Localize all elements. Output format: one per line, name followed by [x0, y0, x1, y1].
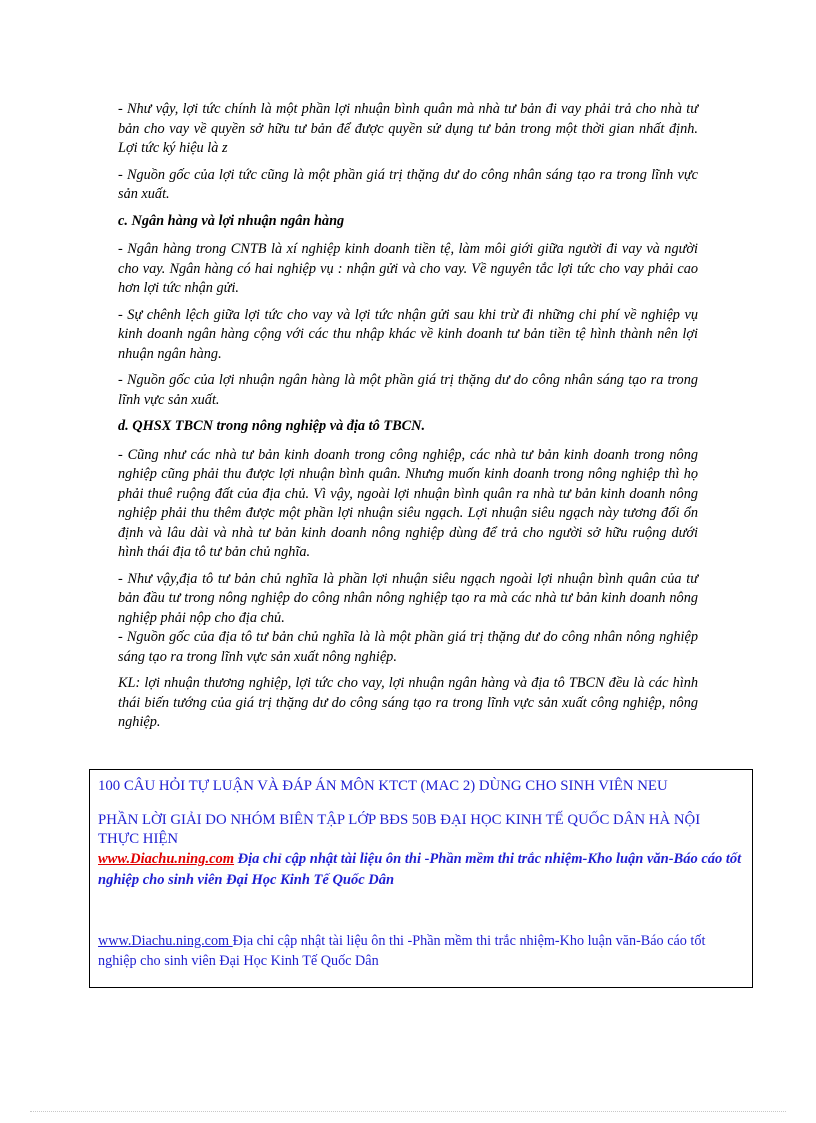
promo-footer-description: Địa chỉ cập nhật tài liệu ôn thi -Phần mềm thi trắc nhiệm-Kho luận văn-Báo cáo tốt nghiệp cho sinh viên Đại Học Kinh Tế Quốc Dân [98, 933, 706, 969]
section-heading-c: c. Ngân hàng và lợi nhuận ngân hàng [118, 212, 345, 229]
promo-footer [98, 931, 744, 971]
paragraph: - Sự chênh lệch giữa lợi tức cho vay và lợi tức nhận gửi sau khi trừ đi những chi phí về nghiệp vụ kinh doanh ngân hàng cộng với các thu nhập khác về kinh doanh tư bản tiền tệ hình thành nên lợi nhuận ngân hàng. [118, 306, 698, 362]
paragraph: - Ngân hàng trong CNTB là xí nghiệp kinh doanh tiền tệ, làm môi giới giữa người đi vay và người cho vay. Ngân hàng có hai nghiệp vụ : nhận gửi và cho vay. Về nguyên tắc lợi tức cho vay phải cao hơn lợi tức nhận gửi. [118, 241, 698, 296]
promo-description: Địa chỉ cập nhật tài liệu ôn thi -Phần mềm thi trắc nhiệm-Kho luận văn-Báo cáo tốt nghiệp cho sinh viên Đại Học Kinh Tế Quốc Dân [98, 851, 742, 888]
paragraph: KL: lợi nhuận thương nghiệp, lợi tức cho vay, lợi nhuận ngân hàng và địa tô TBCN đều là các hình thái biến tướng của giá trị thặng dư do công sáng tạo ra trong lĩnh vực sản xuất công nghiệp, nông nghiệp. [118, 675, 698, 730]
promo-box [89, 769, 753, 988]
diachu-link[interactable]: www.Diachu.ning.com [98, 851, 235, 867]
section-heading-d: d. QHSX TBCN trong nông nghiệp và địa tô TBCN. [118, 418, 426, 434]
paragraph: - Như vậy, lợi tức chính là một phần lợi nhuận bình quân mà nhà tư bản đi vay phải trả cho nhà tư bản cho vay về quyền sở hữu tư bản để được quyền sử dụng tư bản trong một thời gian nhất định. Lợi tức ký hiệu là z [118, 101, 698, 156]
paragraph: - Như vậy,địa tô tư bản chủ nghĩa là phần lợi nhuận siêu ngạch ngoài lợi nhuận bình quân của tư bản đầu tư trong nông nghiệp do công nhân nông nghiệp tạo ra mà các nhà tư bản kinh doanh nông nghiệp phải nộp cho địa chủ. [118, 570, 698, 626]
paragraph: - Cũng như các nhà tư bản kinh doanh trong công nghiệp, các nhà tư bản kinh doanh trong nông nghiệp cũng phải thu được lợi nhuận bình quân. Nhưng muốn kinh doanh trong nông nghiệp thì họ phải thuê ruộng đất của địa chủ. Vì vậy, ngoài lợi nhuận bình quân ra nhà tư bản kinh doanh nông nghiệp phải thu thêm được một phần lợi nhuận siêu ngạch. Lợi nhuận siêu ngạch này tương đối ổn định và lâu dài và nhà tư bản kinh doanh nông nghiệp dùng để trả cho người sở hữu ruộng dưới hình thái địa tô tư bản chủ nghĩa. [118, 446, 698, 560]
paragraph: - Nguồn gốc của địa tô tư bản chủ nghĩa là là một phần giá trị thặng dư do công nhân nông nghiệp sáng tạo ra trong lĩnh vực sản xuất nông nghiệp. [118, 629, 698, 665]
paragraph: - Nguồn gốc của lợi tức cũng là một phần giá trị thặng dư do công nhân sáng tạo ra trong lĩnh vực sản xuất. [118, 166, 698, 202]
diachu-link-footer[interactable]: www.Diachu.ning.com [98, 933, 233, 949]
page-bottom-divider [30, 1111, 786, 1112]
promo-credit: PHẦN LỜI GIẢI DO NHÓM BIÊN TẬP LỚP BĐS 50B ĐẠI HỌC KINH TẾ QUỐC DÂN HÀ NỘI THỰC HIỆN [98, 812, 701, 847]
document-body [118, 100, 698, 740]
paragraph: - Nguồn gốc của lợi nhuận ngân hàng là một phần giá trị thặng dư do công nhân sáng tạo ra trong lĩnh vực sản xuất. [118, 372, 698, 408]
promo-title: 100 CÂU HỎI TỰ LUẬN VÀ ĐÁP ÁN MÔN KTCT (MAC 2) DÙNG CHO SINH VIÊN NEU [98, 778, 668, 794]
promo-link-line [98, 849, 744, 891]
